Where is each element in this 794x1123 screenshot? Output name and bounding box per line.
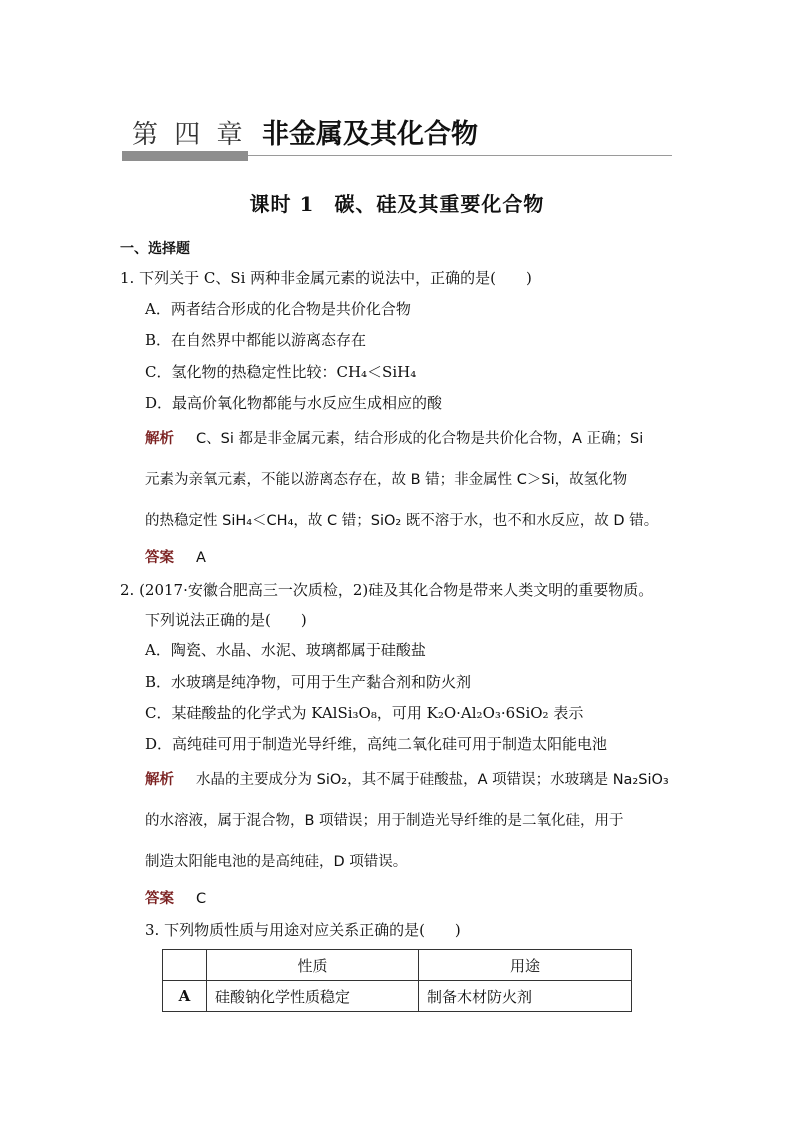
- question-1-answer: [145, 548, 206, 568]
- table-cell: 硅酸钠化学性质稳定: [207, 981, 419, 1012]
- question-2-explanation-line: 的水溶液，属于混合物，B 项错误；用于制造光导纤维的是二氧化硅，用于: [145, 813, 624, 829]
- question-2-option-c: C．某硅酸盐的化学式为 KAlSi₃O₈，可用 K₂O·Al₂O₃·6SiO₂ 表示: [145, 704, 584, 722]
- answer-label: 答案: [145, 550, 174, 566]
- question-1-option-d: D．最高价氧化物都能与水反应生成相应的酸: [145, 394, 443, 412]
- answer-value: A: [196, 550, 206, 566]
- chapter-number: 第 四 章: [132, 120, 247, 150]
- table-header-cell: [163, 950, 207, 981]
- table-header-cell: 性质: [207, 950, 419, 981]
- question-2-option-d: D．高纯硅可用于制造光导纤维，高纯二氧化硅可用于制造太阳能电池: [145, 735, 608, 753]
- question-2-explanation-line: 制造太阳能电池的是高纯硅，D 项错误。: [145, 854, 408, 870]
- question-1-explanation-line: 元素为亲氧元素，不能以游离态存在，故 B 错；非金属性 C＞Si，故氢化物: [145, 472, 628, 488]
- question-3-stem: 3. 下列物质性质与用途对应关系正确的是( ): [145, 921, 461, 939]
- table-cell: A: [163, 981, 207, 1012]
- question-1-stem: 1. 下列关于 C、Si 两种非金属元素的说法中，正确的是( ): [120, 269, 532, 287]
- header-bar: [122, 151, 248, 161]
- question-2-stem: 2. (2017·安徽合肥高三一次质检，2)硅及其化合物是带来人类文明的重要物质。: [120, 581, 654, 599]
- header-rule: [248, 155, 672, 156]
- section-heading: 一、选择题: [120, 241, 190, 257]
- answer-label: 答案: [145, 891, 174, 907]
- table-cell: 制备木材防火剂: [419, 981, 632, 1012]
- table-row: [163, 981, 632, 1012]
- question-1-option-b: B．在自然界中都能以游离态存在: [145, 331, 367, 349]
- question-2-option-b: B．水玻璃是纯净物，可用于生产黏合剂和防火剂: [145, 673, 472, 691]
- question-2-stem-cont: 下列说法正确的是( ): [145, 611, 307, 629]
- lesson-title: 碳、硅及其重要化合物: [334, 192, 545, 216]
- question-1-option-c: C．氢化物的热稳定性比较：CH₄＜SiH₄: [145, 363, 417, 381]
- question-2-explanation-line: 解析 水晶的主要成分为 SiO₂，其不属于硅酸盐，A 项错误；水玻璃是 Na₂SiO₃: [145, 772, 669, 788]
- question-2-answer: [145, 889, 206, 909]
- explanation-label: 解析: [145, 772, 174, 788]
- lesson-heading: [0, 188, 794, 217]
- question-1-option-a: A．两者结合形成的化合物是共价化合物: [145, 300, 411, 318]
- question-1-explanation-line: 的热稳定性 SiH₄＜CH₄，故 C 错；SiO₂ 既不溶于水，也不和水反应，故 D 错。: [145, 513, 659, 529]
- chapter-title: 非金属及其化合物: [262, 119, 478, 150]
- table-header-cell: 用途: [419, 950, 632, 981]
- lesson-label: 课时 1: [249, 192, 315, 216]
- answer-value: C: [196, 891, 207, 907]
- table-header-row: [163, 950, 632, 981]
- question-2-option-a: A．陶瓷、水晶、水泥、玻璃都属于硅酸盐: [145, 641, 426, 659]
- question-3-table: [162, 949, 632, 1012]
- explanation-label: 解析: [145, 431, 174, 447]
- question-1-explanation-line: 解析 C、Si 都是非金属元素，结合形成的化合物是共价化合物，A 正确；Si: [145, 431, 644, 447]
